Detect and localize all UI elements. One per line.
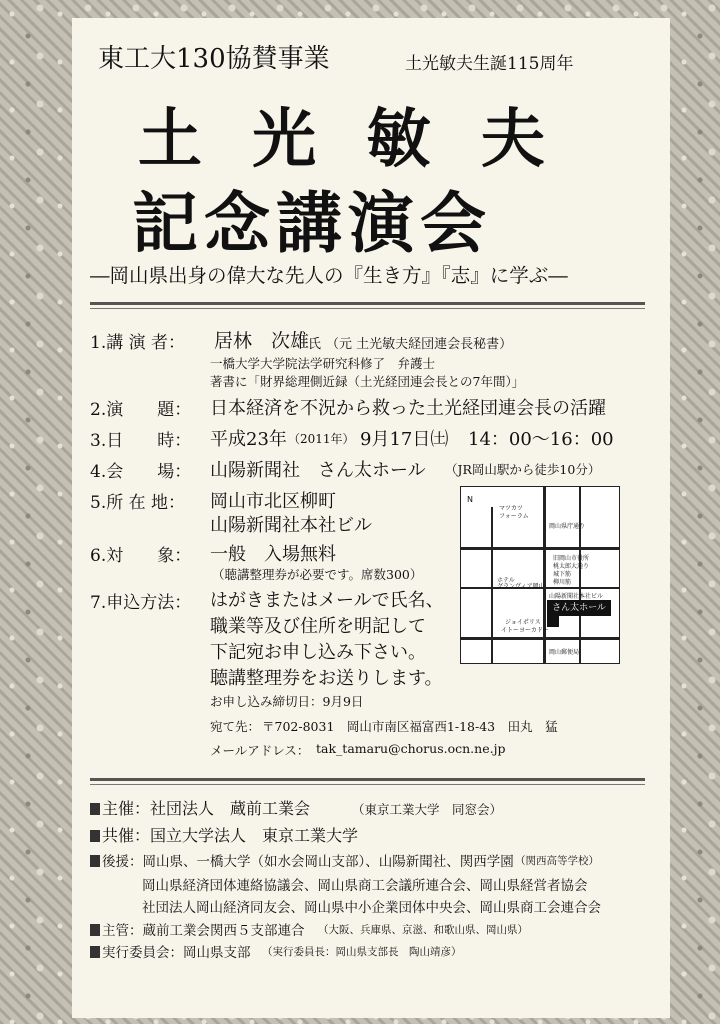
support-line-1: 岡山県、一橋大学（如水会岡山支部）、山陽新聞社、関西学園 (142, 854, 514, 870)
map-label: 桃太郎大通り (553, 563, 590, 570)
support-row (90, 850, 514, 870)
venue-note: （JR岡山駅から徒歩10分） (445, 462, 601, 477)
map-label: 山陽新聞社本社ビル (549, 593, 604, 600)
audience-label: 6.対 象： (90, 546, 192, 566)
apply-address: 〒702-8031 岡山市南区福富西1-18-43 田丸 猛 (262, 719, 558, 734)
bullet-bar (90, 946, 100, 958)
audience-note: （聴講整理券が必要です。席数300） (212, 567, 423, 582)
manager-note: （大阪、兵庫県、京滋、和歌山県、岡山県） (318, 924, 528, 936)
manager-row (90, 919, 305, 939)
divider-bottom (90, 778, 645, 781)
datetime-date: 平成23年 (210, 429, 287, 450)
apply-line-4: 聴講整理券をお送りします。 (210, 668, 443, 689)
map-road (579, 487, 581, 663)
cohost-label: 共催： (102, 826, 151, 845)
host-note: （東京工業大学 同窓会） (352, 802, 503, 817)
committee-value: 岡山県支部 (183, 945, 251, 961)
map-road (543, 487, 546, 663)
datetime-year: （2011年） (288, 432, 355, 446)
support-label: 後援： (102, 854, 143, 870)
apply-line-3: 下記宛お申し込み下さい。 (210, 642, 426, 663)
datetime-time: 14：00～16：00 (468, 429, 614, 450)
location-label: 5.所 在 地： (90, 493, 186, 513)
apply-email: tak_tamaru@chorus.ocn.ne.jp (316, 741, 506, 756)
topic-label: 2.演 題： (90, 400, 192, 420)
committee-row (90, 941, 251, 961)
committee-note: （実行委員長：岡山県支部長 陶山靖彦） (262, 946, 462, 958)
datetime-day: 9月17日㈯ (360, 429, 449, 450)
divider-top (90, 302, 645, 305)
map-label: フォーラム (499, 513, 529, 520)
apply-line-1: はがきまたはメールで氏名、 (210, 590, 444, 611)
bullet-bar (90, 803, 100, 815)
map-label: 岡山郵便局 (549, 649, 580, 656)
subtitle: ―岡山県出身の偉大な先人の『生き方』『志』に学ぶ― (90, 264, 568, 287)
map-label: 柳川筋 (553, 579, 572, 586)
divider-bottom-thin (90, 784, 645, 785)
speaker-honorific: 氏 (308, 337, 322, 352)
datetime-label: 3.日 時： (90, 431, 192, 451)
support-line-2: 岡山県経済団体連絡協議会、岡山県商工会議所連合会、岡山県経営者協会 (142, 878, 588, 894)
anniversary-line: 土光敏夫生誕115周年 (405, 54, 574, 74)
apply-email-label: メールアドレス： (210, 743, 310, 758)
cohost-row (90, 823, 358, 846)
sponsor-line: 東工大130協賛事業 (98, 44, 330, 74)
audience-value: 一般 入場無料 (210, 544, 336, 565)
map-north: N (467, 495, 473, 504)
map-label: イトーヨーカドー (501, 627, 549, 634)
map-label: マツカツ (499, 505, 523, 512)
location-line-1: 岡山市北区柳町 (210, 491, 336, 512)
apply-label: 7.申込方法： (90, 593, 192, 613)
map-label: 岡山県庁通り (549, 523, 586, 530)
venue-value: 山陽新聞社 さん太ホール (210, 460, 426, 481)
divider-top-thin (90, 308, 645, 309)
map-label: ホテル (497, 577, 515, 584)
host-row (90, 796, 310, 819)
host-value: 社団法人 蔵前工業会 (150, 799, 311, 818)
cohost-value: 国立大学法人 東京工業大学 (150, 826, 359, 845)
title-line-1: 土 光 敏 夫 (138, 103, 559, 177)
speaker-name: 居林 次雄 (214, 330, 310, 352)
map-hall-label: さん太ホール (547, 600, 611, 616)
map-marker (547, 615, 559, 627)
apply-deadline: お申し込み締切日：9月9日 (210, 694, 364, 709)
speaker-detail-1: 一橋大学大学院法学研究科修了 弁護士 (210, 356, 436, 371)
venue-map (460, 486, 620, 664)
map-road (461, 547, 619, 550)
apply-line-2: 職業等及び住所を明記して (210, 616, 426, 637)
speaker-label: 1.講 演 者： (90, 333, 186, 353)
map-road (461, 637, 619, 640)
support-note: （関西高等学校） (515, 855, 599, 867)
apply-address-label: 宛て先： (210, 719, 261, 734)
venue-label: 4.会 場： (90, 462, 192, 482)
map-label: ジョイポリス (505, 619, 541, 626)
bullet-bar (90, 830, 100, 842)
location-line-2: 山陽新聞社本社ビル (210, 515, 372, 536)
bullet-bar (90, 855, 100, 867)
bullet-bar (90, 924, 100, 936)
host-label: 主催： (102, 799, 151, 818)
support-line-3: 社団法人岡山経済同友会、岡山県中小企業団体中央会、岡山県商工会連合会 (142, 900, 601, 916)
manager-value: 蔵前工業会関西５支部連合 (142, 923, 305, 939)
map-label: 旧岡山市役所 (553, 555, 590, 562)
map-label: 城下筋 (553, 571, 572, 578)
map-road (491, 507, 493, 663)
speaker-note: （元 土光敏夫経団連会長秘書） (326, 337, 513, 352)
committee-label: 実行委員会： (102, 945, 183, 961)
title-line-2: 記念講演会 (132, 185, 492, 262)
speaker-detail-2: 著書に「財界総理側近録（土光経団連会長との7年間）」 (210, 374, 525, 389)
manager-label: 主管： (102, 923, 143, 939)
topic-value: 日本経済を不況から救った土光経団連会長の活躍 (210, 398, 606, 419)
map-label: グランヴィア岡山 (497, 583, 545, 590)
